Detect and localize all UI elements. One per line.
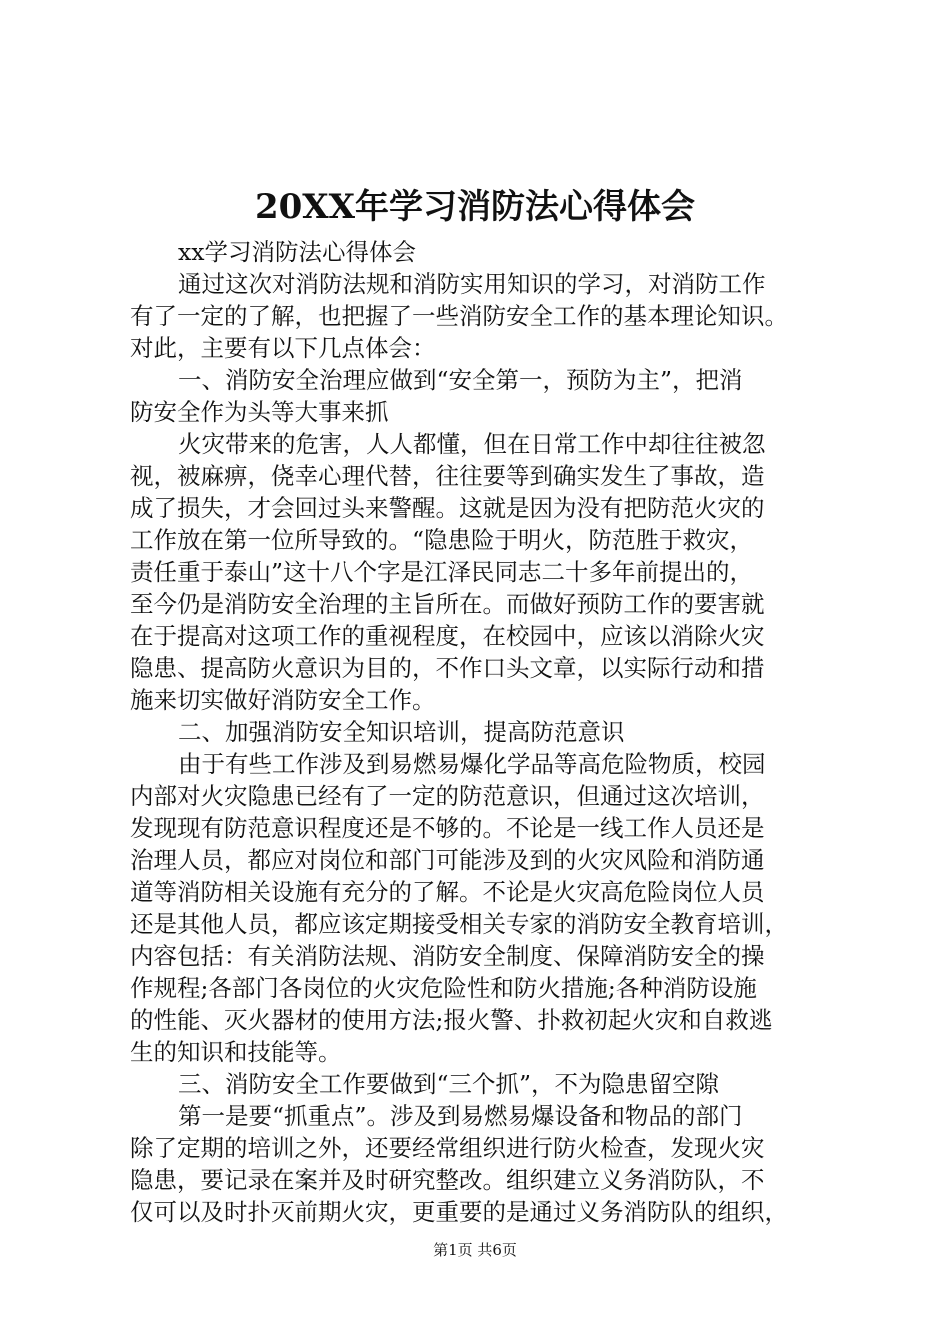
text-line: 由于有些工作涉及到易燃易爆化学品等高危险物质，校园 — [178, 750, 766, 778]
text-line: 在于提高对这项工作的重视程度，在校园中，应该以消除火灾 — [130, 622, 765, 650]
text-line: 通过这次对消防法规和消防实用知识的学习，对消防工作 — [178, 270, 766, 298]
text-line: 的性能、灭火器材的使用方法;报火警、扑救初起火灾和自救逃 — [130, 1006, 773, 1034]
text-line: 火灾带来的危害，人人都懂，但在日常工作中却往往被忽 — [178, 430, 766, 458]
text-line: 三、消防安全工作要做到“三个抓”，不为隐患留空隙 — [178, 1070, 720, 1098]
text-line: 发现现有防范意识程度还是不够的。不论是一线工作人员还是 — [130, 814, 765, 842]
text-line: 视，被麻痹，侥幸心理代替，往往要等到确实发生了事故，造 — [130, 462, 765, 490]
text-line: 成了损失，才会回过头来警醒。这就是因为没有把防范火灾的 — [130, 494, 765, 522]
document-title: 20XX年学习消防法心得体会 — [254, 187, 696, 227]
text-line: 隐患，要记录在案并及时研究整改。组织建立义务消防队，不 — [130, 1166, 765, 1194]
text-line: 治理人员，都应对岗位和部门可能涉及到的火灾风险和消防通 — [130, 846, 765, 874]
text-line: 至今仍是消防安全治理的主旨所在。而做好预防工作的要害就 — [130, 590, 765, 618]
text-line: 仅可以及时扑灭前期火灾，更重要的是通过义务消防队的组织， — [130, 1198, 788, 1226]
text-line: 除了定期的培训之外，还要经常组织进行防火检查，发现火灾 — [130, 1134, 765, 1162]
text-line: 施来切实做好消防安全工作。 — [130, 686, 436, 714]
text-line: 责任重于泰山”这十八个字是江泽民同志二十多年前提出的， — [130, 558, 754, 586]
text-line: 第一是要“抓重点”。涉及到易燃易爆设备和物品的部门 — [178, 1102, 743, 1130]
text-line: 有了一定的了解，也把握了一些消防安全工作的基本理论知识。 — [130, 302, 788, 330]
page-footer: 第1页 共6页 — [433, 1241, 517, 1259]
text-line: 防安全作为头等大事来抓 — [130, 398, 389, 426]
text-line: 生的知识和技能等。 — [130, 1038, 342, 1066]
text-line: 还是其他人员，都应该定期接受相关专家的消防安全教育培训， — [130, 910, 788, 938]
text-line: 对此，主要有以下几点体会： — [130, 334, 436, 362]
text-line: 内容包括：有关消防法规、消防安全制度、保障消防安全的操 — [130, 942, 765, 970]
text-line: xx学习消防法心得体会 — [178, 238, 417, 266]
text-line: 作规程;各部门各岗位的火灾危险性和防火措施;各种消防设施 — [130, 974, 757, 1002]
text-line: 内部对火灾隐患已经有了一定的防范意识，但通过这次培训， — [130, 782, 765, 810]
text-line: 二、加强消防安全知识培训，提高防范意识 — [178, 718, 625, 746]
text-line: 道等消防相关设施有充分的了解。不论是火灾高危险岗位人员 — [130, 878, 765, 906]
document-body — [130, 236, 830, 1228]
text-line: 隐患、提高防火意识为目的，不作口头文章，以实际行动和措 — [130, 654, 765, 682]
text-line: 工作放在第一位所导致的。“隐患险于明火，防范胜于救灾， — [130, 526, 754, 554]
text-line: 一、消防安全治理应做到“安全第一，预防为主”，把消 — [178, 366, 743, 394]
